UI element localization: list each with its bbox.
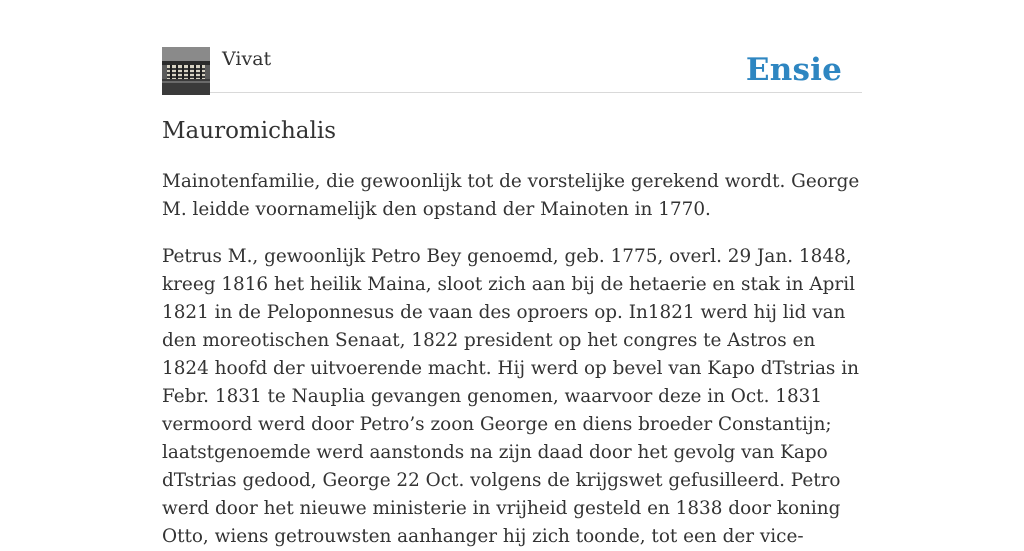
article-title: Mauromichalis [162, 118, 337, 144]
avatar-image [162, 47, 210, 95]
typewriter-icon[interactable] [162, 47, 210, 95]
author-name[interactable]: Vivat [222, 48, 272, 70]
article-paragraph: Petrus M., gewoonlijk Petro Bey genoemd, geb. 1775, overl. 29 Jan. 1848, kreeg 1816 het heilik Maina, sloot zich aan bij de hetaerie en stak in April 1821 in de Peloponnesus de vaan des oproers op. In1821 werd hij lid van den moreotischen Senaat, 1822 president op het congres te Astros en 1824 hoofd der uitvoerende macht. Hij werd op bevel van Kapo dTstrias in Febr. 1831 te Nauplia gevangen genomen, waarvoor deze in Oct. 1831 vermoord werd door Petro’s zoon George en diens broeder Constantijn; laatstgenoemde werd aanstonds na zijn daad door het gevolg van Kapo dTstrias gedood, George 22 Oct. volgens de krijgswet gefusilleerd. Petro werd door het nieuwe ministerie in vrijheid gesteld en 1838 door koning Otto, wiens getrouwsten aanhanger hij zich toonde, tot een der vice- [162, 246, 859, 547]
article-page [162, 0, 862, 547]
ensie-logo[interactable]: Ensie [745, 52, 842, 88]
article-paragraph: Mainotenfamilie, die gewoonlijk tot de vorstelijke gerekend wordt. George M. leidde voornamelijk den opstand der Mainoten in 1770. [162, 171, 860, 220]
header [162, 46, 862, 93]
